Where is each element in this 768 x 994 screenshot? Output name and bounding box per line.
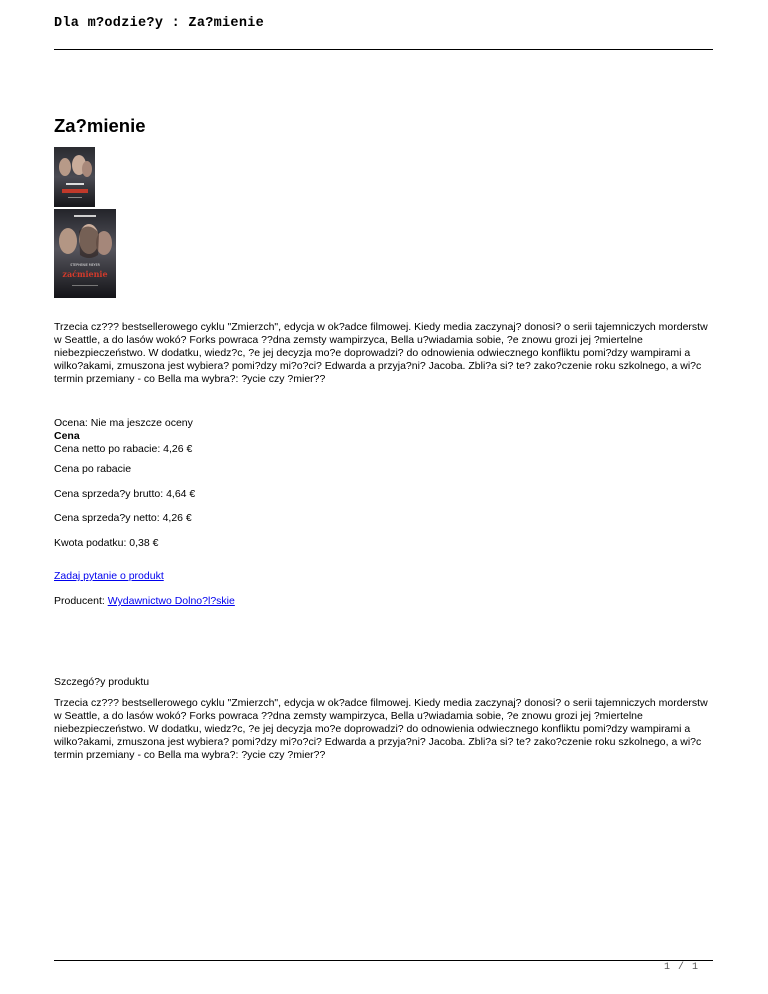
- tax-amount: Kwota podatku: 0,38 €: [54, 537, 159, 549]
- rating-text: Ocena: Nie ma jeszcze oceny: [54, 417, 193, 429]
- price-after-discount-label: Cena po rabacie: [54, 463, 132, 475]
- net-price-after-discount: Cena netto po rabacie: 4,26 €: [54, 443, 193, 455]
- cover-image-large[interactable]: [54, 209, 116, 298]
- details-description: Trzecia cz??? bestsellerowego cyklu "Zmierzch", edycja w ok?adce filmowej. Kiedy media zaczynaj? donosi? o serii tajemniczych morderstw w Seattle, a do lasów wokó? Forks powraca ??dna zemsty wampirzyca, Bella u?wiadamia sobie, ?e znowu grozi jej ?miertelne niebezpieczeństwo. W dodatku, wiedz?c, ?e jej decyzja mo?e doprowadzi? do odnowienia odwiecznego konfliktu pomi?dzy wampirami a wilko?akami, zmuszona jest wybiera? pomi?dzy mi?o?ci? Edwarda a przyja?ni? Jacoba. Zbli?a si? te? zako?czenie roku szkolnego, a wi?c termin przemiany - co Bella ma wybra?: ?ycie czy ?mier??: [54, 697, 708, 761]
- ask-question-row: [54, 570, 164, 583]
- producer-row: [54, 595, 235, 608]
- cover-thumbnail-small[interactable]: [54, 147, 95, 207]
- footer-divider: [54, 960, 713, 961]
- header-divider: [54, 49, 713, 50]
- price-heading: Cena: [54, 430, 80, 442]
- net-sale-price: Cena sprzeda?y netto: 4,26 €: [54, 512, 192, 524]
- details-heading: Szczegó?y produktu: [54, 676, 150, 688]
- product-description: Trzecia cz??? bestsellerowego cyklu "Zmierzch", edycja w ok?adce filmowej. Kiedy media zaczynaj? donosi? o serii tajemniczych morderstw w Seattle, a do lasów wokó? Forks powraca ??dna zemsty wampirzyca, Bella u?wiadamia sobie, ?e znowu grozi jej ?miertelne niebezpieczeństwo. W dodatku, wiedz?c, ?e jej decyzja mo?e doprowadzi? do odnowienia odwiecznego konfliktu pomi?dzy wampirami a wilko?akami, zmuszona jest wybiera? pomi?dzy mi?o?ci? Edwarda a przyja?ni? Jacoba. Zbli?a si? te? zako?czenie roku szkolnego, a wi?c termin przemiany - co Bella ma wybra?: ?ycie czy ?mier??: [54, 321, 708, 385]
- product-title: Za?mienie: [54, 115, 146, 136]
- gross-sale-price: Cena sprzeda?y brutto: 4,64 €: [54, 488, 196, 500]
- page-number: 1 / 1: [664, 962, 700, 973]
- header-title: Dla m?odzie?y : Za?mienie: [54, 16, 265, 31]
- producer-link[interactable]: Wydawnictwo Dolno?l?skie: [107, 595, 235, 607]
- cover-author-text: STEPHENIE MEYER: [70, 263, 100, 267]
- ask-question-link[interactable]: Zadaj pytanie o produkt: [54, 570, 164, 582]
- producer-label: Producent:: [54, 595, 108, 607]
- cover-title-text: zaćmienie: [62, 269, 108, 279]
